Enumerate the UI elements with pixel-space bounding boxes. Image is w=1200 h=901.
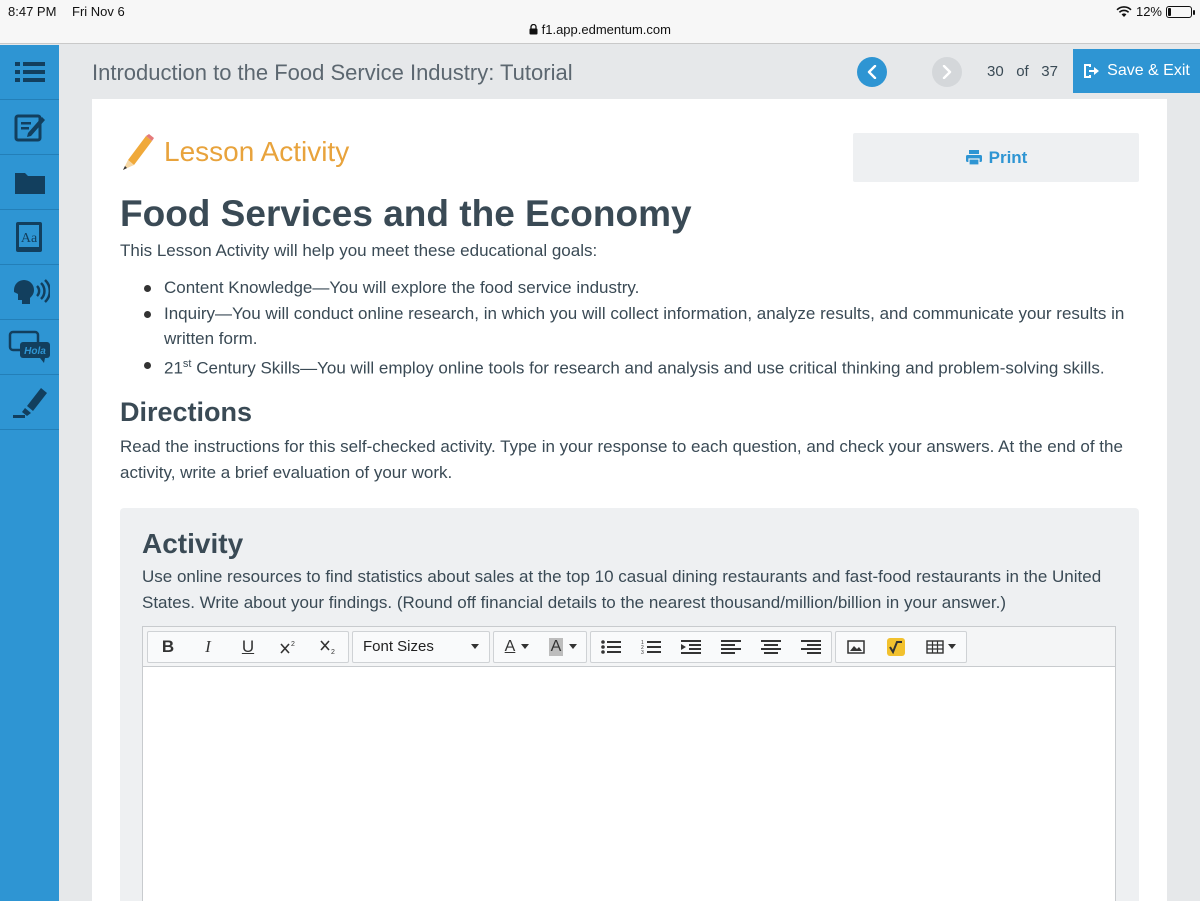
svg-text:3: 3	[641, 649, 644, 655]
font-color-button[interactable]	[494, 632, 540, 662]
lesson-activity-label: Lesson Activity	[164, 136, 350, 167]
italic-button[interactable]	[188, 632, 228, 662]
image-icon	[847, 640, 865, 654]
lesson-content	[92, 99, 1167, 901]
svg-text:2: 2	[331, 648, 335, 655]
bullet-list-button[interactable]	[591, 632, 631, 662]
indent-icon	[681, 639, 701, 655]
page-counter	[987, 63, 1058, 80]
sidebar-item-read-aloud[interactable]	[0, 265, 59, 320]
lesson-activity-heading	[120, 133, 349, 171]
pencil-icon	[120, 133, 154, 171]
italic-label: I	[205, 636, 211, 656]
translate-icon	[8, 330, 52, 364]
square-root-icon	[887, 638, 905, 656]
goals-list	[120, 275, 1140, 382]
font-color-label: A	[504, 637, 516, 655]
goal-item	[120, 301, 1140, 351]
numbered-list-button[interactable]	[631, 632, 671, 662]
align-left-icon	[721, 639, 741, 655]
rich-text-editor	[142, 626, 1116, 901]
svg-text:2: 2	[641, 644, 644, 651]
page-current: 30	[987, 63, 1004, 80]
chevron-left-icon	[866, 65, 878, 79]
directions-heading: Directions	[120, 397, 253, 427]
superscript-button[interactable]	[268, 632, 308, 662]
bold-label: B	[161, 636, 175, 656]
chevron-down-icon	[569, 644, 577, 649]
activity-panel	[120, 508, 1139, 901]
editor-toolbar	[143, 627, 1115, 667]
format-group	[147, 631, 349, 663]
lesson-header	[59, 45, 1200, 99]
color-group	[493, 631, 587, 663]
align-center-button[interactable]	[751, 632, 791, 662]
printer-icon	[965, 149, 983, 166]
status-indicators	[1116, 4, 1192, 19]
status-date: Fri Nov 6	[72, 4, 125, 19]
chevron-down-icon	[471, 644, 479, 649]
battery-level	[1168, 8, 1171, 16]
activity-prompt: Use online resources to find statistics about sales at the top 10 casual dining restaurants and fast-food restaurants in the United States. Write about your findings. (Round off financial details to the nearest thousand/million/billion in your answer.)	[142, 567, 1102, 612]
goal-superscript: st	[182, 358, 192, 370]
page-title: Food Services and the Economy	[120, 193, 692, 234]
align-left-button[interactable]	[711, 632, 751, 662]
goal-text: Inquiry—You will conduct online research, in which you will collect information, analyze results, and communicate your results in written form.	[164, 304, 1125, 348]
insert-group	[835, 631, 967, 663]
wifi-icon	[1116, 6, 1132, 18]
subscript-icon	[319, 639, 337, 655]
chevron-right-icon	[941, 65, 953, 79]
sidebar-item-translate[interactable]	[0, 320, 59, 375]
save-and-exit-label: Save & Exit	[1107, 62, 1190, 79]
tool-sidebar	[0, 45, 59, 901]
dictionary-icon	[14, 220, 46, 254]
insert-equation-button[interactable]	[876, 632, 916, 662]
svg-text:2: 2	[291, 640, 295, 648]
battery-percent: 12%	[1135, 4, 1162, 19]
course-title: Introduction to the Food Service Industry: Tutorial	[92, 60, 573, 85]
ios-status-bar	[0, 0, 1200, 44]
highlight-color-button[interactable]	[540, 632, 586, 662]
chevron-down-icon	[948, 644, 956, 649]
highlight-color-label: A	[550, 637, 562, 655]
chevron-down-icon	[521, 644, 529, 649]
highlighter-icon	[11, 384, 49, 420]
sidebar-item-dictionary[interactable]	[0, 210, 59, 265]
subscript-button[interactable]	[308, 632, 348, 662]
sidebar-item-files[interactable]	[0, 155, 59, 210]
superscript-icon	[279, 639, 297, 655]
insert-table-button[interactable]	[916, 632, 966, 662]
table-icon	[926, 640, 944, 654]
align-right-button[interactable]	[791, 632, 831, 662]
insert-image-button[interactable]	[836, 632, 876, 662]
page-total: 37	[1041, 63, 1058, 80]
next-page-button[interactable]	[932, 57, 962, 87]
goal-item	[120, 275, 1140, 300]
exit-icon	[1083, 63, 1099, 79]
goal-item	[120, 352, 1140, 381]
font-size-group	[352, 631, 490, 663]
font-sizes-label: Font Sizes	[363, 638, 434, 655]
url-text: f1.app.edmentum.com	[541, 22, 671, 37]
list-icon	[15, 60, 45, 84]
sidebar-item-notes[interactable]	[0, 100, 59, 155]
paragraph-group	[590, 631, 832, 663]
response-text-area[interactable]	[143, 667, 1115, 901]
folder-icon	[14, 169, 46, 195]
sidebar-item-contents[interactable]	[0, 45, 59, 100]
sidebar-item-highlighter[interactable]	[0, 375, 59, 430]
page-of: of	[1016, 63, 1029, 80]
url-bar[interactable]	[0, 22, 1200, 37]
goal-text: Content Knowledge—You will explore the food service industry.	[164, 278, 640, 297]
dictionary-icon-label: Aa	[20, 231, 37, 246]
save-and-exit-button[interactable]	[1073, 49, 1200, 93]
print-label: Print	[988, 147, 1028, 167]
previous-page-button[interactable]	[857, 57, 887, 87]
lock-icon	[529, 24, 538, 35]
numbered-list-icon	[641, 639, 661, 655]
activity-heading: Activity	[142, 528, 244, 559]
svg-text:1: 1	[641, 639, 644, 646]
notes-icon	[14, 111, 46, 143]
font-sizes-dropdown[interactable]	[353, 632, 489, 662]
bold-button[interactable]	[148, 632, 188, 662]
underline-button[interactable]	[228, 632, 268, 662]
goal-text: Century Skills—You will employ online tools for research and analysis and use critical thinking and problem-solving skills.	[191, 358, 1105, 378]
print-button[interactable]	[853, 133, 1139, 182]
status-time: 8:47 PM	[8, 4, 57, 19]
audio-speaker-icon	[10, 276, 50, 308]
align-center-icon	[761, 639, 781, 655]
underline-label: U	[241, 636, 255, 656]
goal-prefix: 21	[164, 358, 183, 378]
align-right-icon	[801, 639, 821, 655]
directions-text: Read the instructions for this self-checked activity. Type in your response to each question, and check your answers. At the end of the activity, write a brief evaluation of your work.	[120, 437, 1123, 482]
bullet-list-icon	[601, 639, 621, 655]
goals-intro: This Lesson Activity will help you meet these educational goals:	[120, 241, 598, 260]
translate-icon-label: Hola	[23, 346, 46, 357]
indent-button[interactable]	[671, 632, 711, 662]
battery-icon	[1166, 6, 1192, 18]
